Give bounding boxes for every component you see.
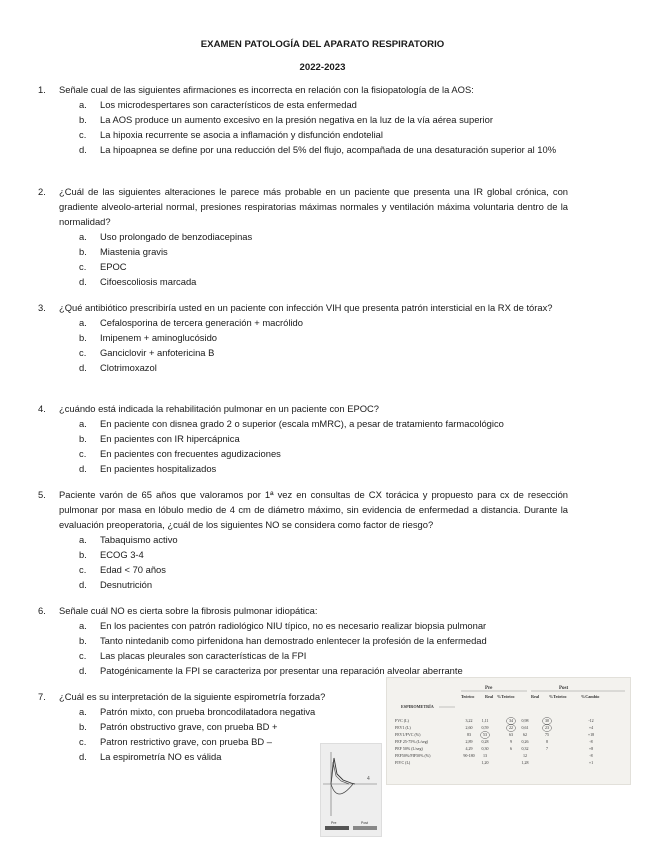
- spirometry-table-svg: [387, 678, 630, 784]
- option-text: Miastenia gravis: [100, 246, 168, 257]
- question-number: 1.: [38, 84, 46, 95]
- cell: +18: [587, 732, 595, 737]
- option-text: Patrón mixto, con prueba broncodilatadora negativa: [100, 706, 316, 717]
- cell: 1,20: [481, 760, 489, 765]
- option-a: [79, 618, 568, 633]
- cell: 0,26: [521, 739, 529, 744]
- cell: 7: [546, 746, 548, 751]
- option-a: [79, 416, 568, 431]
- option-b: [79, 719, 368, 734]
- option-text: Desnutrición: [100, 579, 153, 590]
- option-text: Clotrimoxazol: [100, 362, 157, 373]
- option-text: En pacientes hospitalizados: [100, 463, 217, 474]
- question-number: 3.: [38, 302, 46, 313]
- row-label: FEF50%/FIF50% (%): [395, 753, 431, 758]
- question-7: [38, 689, 368, 764]
- option-letter: a.: [79, 620, 87, 631]
- option-letter: a.: [79, 534, 87, 545]
- column-header: Real: [485, 694, 494, 699]
- question-1: [38, 82, 568, 157]
- option-letter: c.: [79, 736, 87, 747]
- option-text: Tabaquismo activo: [100, 534, 178, 545]
- cell: -8: [589, 753, 593, 758]
- cell: 4,29: [465, 746, 473, 751]
- cell: -12: [588, 718, 594, 723]
- option-letter: d.: [79, 665, 87, 676]
- spirometry-table-image: [386, 677, 631, 785]
- option-letter: d.: [79, 144, 87, 155]
- option-a: [79, 315, 568, 330]
- question-text: ¿Cuál de las siguientes alteraciones le parece más probable en un paciente que presenta una IR global crónica, con gradiente alveolo-arterial normal, presiones respiratorias máximas normales y ventilación máxima voluntaria dentro de la normalidad?: [59, 186, 568, 227]
- row-label: PEF 50% (L/seg): [395, 746, 423, 751]
- option-text: En los pacientes con patrón radiológico NIU típico, no es necesario realizar biopsia pulmonar: [100, 620, 487, 631]
- row-label: FVC (L): [395, 718, 409, 723]
- cell: 53: [483, 732, 487, 737]
- option-d: [79, 274, 568, 289]
- document-year: 2022-2023: [299, 62, 346, 73]
- option-text: Uso prolongado de benzodiacepinas: [100, 231, 253, 242]
- column-header: %Cambio: [581, 694, 600, 699]
- option-letter: c.: [79, 448, 87, 459]
- cell: 75: [545, 732, 549, 737]
- column-header: %Teórico: [549, 694, 567, 699]
- cell: 1,28: [521, 760, 529, 765]
- cell: 9: [510, 739, 512, 744]
- cell: 0,30: [481, 746, 489, 751]
- option-letter: a.: [79, 706, 87, 717]
- option-text: En paciente con disnea grado 2 o superior (escala mMRC), a pesar de tratamiento farmacológico: [100, 418, 504, 429]
- option-text: La espirometría NO es válida: [100, 751, 222, 762]
- cell: 13: [483, 753, 487, 758]
- post-curve: [331, 762, 349, 784]
- option-b: [79, 244, 568, 259]
- cell: 0,98: [521, 718, 529, 723]
- cell: 0,59: [481, 725, 489, 730]
- document-title: EXAMEN PATOLOGÍA DEL APARATO RESPIRATORIO: [200, 39, 445, 50]
- question-2: [38, 184, 568, 289]
- option-text: Las placas pleurales son características de la FPI: [100, 650, 307, 661]
- flow-volume-curve-svg: [321, 744, 381, 836]
- option-c: [79, 562, 568, 577]
- option-letter: d.: [79, 579, 87, 590]
- option-letter: d.: [79, 362, 87, 373]
- question-number: 4.: [38, 403, 46, 414]
- option-text: Patron restrictivo grave, con prueba BD –: [100, 736, 272, 747]
- question-text: ¿cuándo está indicada la rehabilitación pulmonar en un paciente con EPOC?: [59, 403, 379, 414]
- option-a: [79, 97, 568, 112]
- row-label: FIVC (L): [395, 760, 411, 765]
- option-letter: b.: [79, 721, 87, 732]
- cell: 1,11: [481, 718, 489, 723]
- option-letter: d.: [79, 276, 87, 287]
- cell: +8: [588, 746, 594, 751]
- curve-axis-label: 4: [367, 776, 370, 782]
- cell: +1: [588, 760, 594, 765]
- cell: 12: [523, 753, 527, 758]
- option-d: [79, 461, 568, 476]
- option-b: [79, 547, 568, 562]
- legend-pre-label: Pre: [331, 821, 337, 825]
- question-number: 6.: [38, 605, 46, 616]
- question-text: Paciente varón de 65 años que valoramos por 1ª vez en consultas de CX torácica y propuesto para cx de resección pulmonar por masa en lóbulo medio de 4 cm de diámetro máximo, sin evidencia de enfermedad a distancia. Durante la evaluación preoperatoria, ¿cuál de los siguientes NO se considera como factor de riesgo?: [59, 489, 568, 530]
- option-letter: a.: [79, 231, 87, 242]
- cell: 83: [467, 732, 471, 737]
- question-text: Señale cual de las siguientes afirmaciones es incorrecta en relación con la fisiopatología de la AOS:: [59, 84, 474, 95]
- option-letter: a.: [79, 418, 87, 429]
- option-text: Cifoescoliosis marcada: [100, 276, 197, 287]
- option-a: [79, 532, 568, 547]
- legend-post: [353, 826, 377, 830]
- option-letter: c.: [79, 564, 87, 575]
- option-b: [79, 330, 568, 345]
- cell: 2,89: [465, 739, 473, 744]
- question-text: ¿Cuál es su interpretación de la siguiente espirometría forzada?: [59, 691, 326, 702]
- question-5: [38, 487, 568, 592]
- option-letter: c.: [79, 261, 87, 272]
- option-d: [79, 360, 568, 375]
- option-text: Edad < 70 años: [100, 564, 166, 575]
- option-text: La hipoapnea se define por una reducción del 5% del flujo, acompañada de una desaturación superior al 10%: [100, 144, 557, 155]
- cell: 3,22: [465, 718, 473, 723]
- question-text: ¿Qué antibiótico prescribiría usted en un paciente con infección VIH que presenta patrón intersticial en la RX de tórax?: [59, 302, 553, 313]
- question-number: 2.: [38, 186, 46, 197]
- row-label: FEV1 (L): [395, 725, 411, 730]
- cell: 6: [510, 746, 512, 751]
- option-letter: b.: [79, 433, 87, 444]
- option-letter: d.: [79, 463, 87, 474]
- option-letter: a.: [79, 99, 87, 110]
- option-c: [79, 127, 568, 142]
- option-letter: b.: [79, 549, 87, 560]
- option-text: Cefalosporina de tercera generación + macrólido: [100, 317, 303, 328]
- option-text: Tanto nintedanib como pirfenidona han demostrado enlentecer la profesión de la enfermedad: [100, 635, 487, 646]
- option-letter: b.: [79, 114, 87, 125]
- cell: 23: [545, 725, 549, 730]
- option-text: Los microdespertares son característicos de esta enfermedad: [100, 99, 357, 110]
- option-d: [79, 577, 568, 592]
- cell: 30: [545, 718, 549, 723]
- column-header: Real: [531, 694, 540, 699]
- option-text: EPOC: [100, 261, 127, 272]
- question-3: [38, 300, 568, 375]
- option-b: [79, 431, 568, 446]
- option-d: [79, 142, 568, 157]
- option-d: [79, 663, 568, 678]
- row-label: FEF 25-75% (L/seg): [395, 739, 429, 744]
- option-text: Ganciclovir + anfotericina B: [100, 347, 215, 358]
- spirometry-title: ESPIROMETRÍA: [401, 704, 434, 709]
- inspiratory-curve: [331, 784, 353, 794]
- column-header: %Teórico: [497, 694, 515, 699]
- option-letter: b.: [79, 332, 87, 343]
- cell: 2,60: [465, 725, 473, 730]
- option-letter: c.: [79, 129, 87, 140]
- option-text: En pacientes con IR hipercápnica: [100, 433, 240, 444]
- pre-label: Pre: [485, 686, 493, 691]
- option-c: [79, 648, 568, 663]
- cell: 63: [509, 732, 513, 737]
- flow-volume-curve-image: [320, 743, 382, 837]
- option-text: Patogénicamente la FPI se caracteriza por presentar una reparación alveolar aberrante: [100, 665, 463, 676]
- column-header: Teórico: [461, 694, 475, 699]
- cell: +4: [588, 725, 594, 730]
- option-text: La AOS produce un aumento excesivo en la presión negativa en la luz de la vía aérea superior: [100, 114, 493, 125]
- option-letter: c.: [79, 347, 87, 358]
- option-letter: b.: [79, 246, 87, 257]
- post-label: Post: [559, 686, 569, 691]
- row-label: FEV1/FVC (%): [395, 732, 421, 737]
- legend-pre: [325, 826, 349, 830]
- question-4: [38, 401, 568, 476]
- question-number: 7.: [38, 691, 46, 702]
- option-c: [79, 345, 568, 360]
- cell: 0,61: [521, 725, 529, 730]
- question-number: 5.: [38, 489, 46, 500]
- option-c: [79, 446, 568, 461]
- option-b: [79, 633, 568, 648]
- cell: -8: [589, 739, 593, 744]
- option-letter: a.: [79, 317, 87, 328]
- option-text: Imipenem + aminoglucósido: [100, 332, 217, 343]
- option-a: [79, 229, 568, 244]
- cell: 22: [509, 725, 513, 730]
- option-letter: b.: [79, 635, 87, 646]
- option-letter: d.: [79, 751, 87, 762]
- cell: 34: [509, 718, 513, 723]
- option-b: [79, 112, 568, 127]
- option-text: La hipoxia recurrente se asocia a inflamación y disfunción endotelial: [100, 129, 383, 140]
- legend-post-label: Post: [361, 821, 369, 825]
- question-text: Señale cuál NO es cierta sobre la fibrosis pulmonar idiopática:: [59, 605, 318, 616]
- option-text: ECOG 3-4: [100, 549, 144, 560]
- option-a: [79, 704, 368, 719]
- option-text: Patrón obstructivo grave, con prueba BD +: [100, 721, 278, 732]
- option-letter: c.: [79, 650, 87, 661]
- question-6: [38, 603, 568, 678]
- option-text: En pacientes con frecuentes agudizaciones: [100, 448, 281, 459]
- cell: 8: [546, 739, 548, 744]
- cell: 0,32: [521, 746, 529, 751]
- cell: 90-180: [463, 753, 475, 758]
- option-c: [79, 259, 568, 274]
- cell: 0,28: [481, 739, 489, 744]
- cell: 62: [523, 732, 527, 737]
